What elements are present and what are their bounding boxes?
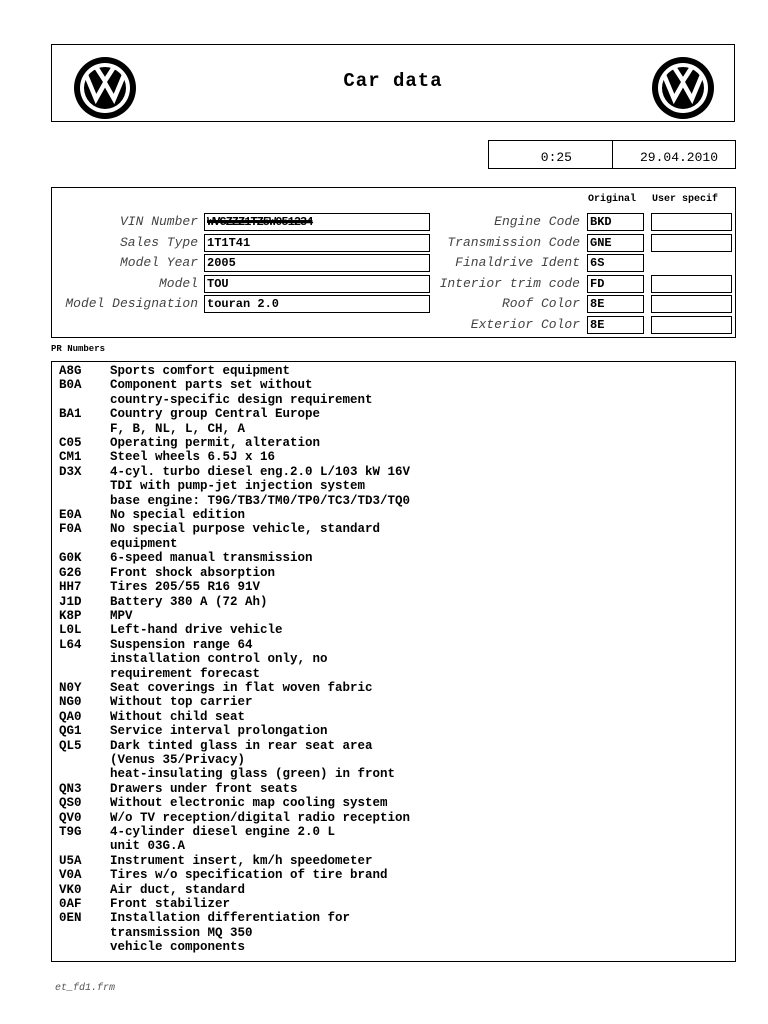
pr-code: QG1 [59, 724, 82, 739]
pr-code [52, 767, 110, 781]
pr-list-item [52, 580, 735, 594]
finaldrive-ident-label: Finaldrive Ident [455, 255, 580, 270]
vehicle-data-form [51, 187, 736, 338]
pr-list-item [52, 782, 735, 796]
pr-list-item [52, 479, 735, 493]
pr-description: Dark tinted glass in rear seat area [110, 738, 373, 753]
pr-description: No special purpose vehicle, standard [110, 522, 381, 537]
pr-list-item [52, 537, 735, 551]
pr-list-item [52, 623, 735, 637]
pr-list-item [52, 710, 735, 724]
pr-list-item [52, 854, 735, 868]
pr-description: 4-cylinder diesel engine 2.0 L [110, 825, 336, 839]
pr-code [52, 494, 110, 508]
model-label: Model [158, 276, 198, 291]
pr-code: J1D [59, 594, 82, 609]
model-year-field[interactable]: 2005 [204, 254, 430, 272]
pr-numbers-list [51, 361, 736, 962]
pr-description: Tires 205/55 R16 91V [110, 580, 261, 595]
pr-numbers-heading: PR Numbers [51, 344, 106, 354]
engine-code-user-field[interactable] [651, 213, 732, 231]
pr-code: E0A [59, 508, 82, 523]
pr-description: TDI with pump-jet injection system [110, 479, 366, 494]
pr-list-item [52, 897, 735, 911]
pr-list-item [52, 508, 735, 522]
pr-list-item [52, 883, 735, 897]
date-value: 29.04.2010 [639, 150, 718, 165]
pr-code [52, 537, 110, 551]
pr-list-item [52, 767, 735, 781]
pr-list-item [52, 465, 735, 479]
pr-code [52, 753, 110, 767]
pr-code [52, 839, 110, 853]
header-box [51, 44, 735, 122]
pr-code: QS0 [59, 796, 82, 811]
pr-code: G0K [59, 551, 82, 566]
finaldrive-ident-field[interactable]: 6S [587, 254, 644, 272]
sales-type-field[interactable]: 1T1T41 [204, 234, 430, 252]
model-designation-label: Model Designation [65, 296, 198, 311]
pr-code [52, 479, 110, 493]
pr-list-item [52, 724, 735, 738]
pr-description: Front shock absorption [110, 565, 276, 580]
pr-code: A8G [59, 364, 82, 378]
pr-list-item [52, 940, 735, 954]
timestamp-box [488, 140, 736, 169]
pr-code: U5A [59, 853, 82, 868]
pr-description: Without top carrier [110, 695, 253, 710]
pr-description: Instrument insert, km/h speedometer [110, 853, 373, 868]
pr-description: transmission MQ 350 [110, 925, 253, 940]
pr-list-item [52, 609, 735, 623]
roof-color-field[interactable]: 8E [587, 295, 644, 313]
pr-description: Battery 380 A (72 Ah) [110, 594, 268, 609]
model-field[interactable]: TOU [204, 275, 430, 293]
pr-description: requirement forecast [110, 666, 261, 681]
pr-code [52, 940, 110, 954]
pr-code [52, 926, 110, 940]
pr-description: 6-speed manual transmission [110, 551, 313, 566]
pr-code: L0L [59, 623, 82, 638]
pr-code: N0Y [59, 680, 82, 695]
pr-code: 0EN [59, 911, 82, 926]
model-year-label: Model Year [119, 255, 198, 270]
pr-description: Air duct, standard [110, 882, 246, 897]
exterior-color-label: Exterior Color [470, 317, 580, 332]
pr-description: Without child seat [110, 709, 246, 724]
pr-code: QA0 [59, 709, 82, 724]
pr-list-item [52, 364, 735, 378]
pr-description: No special edition [110, 508, 246, 523]
pr-description: MPV [110, 608, 133, 623]
pr-description: vehicle components [110, 940, 246, 955]
pr-description: (Venus 35/Privacy) [110, 752, 246, 767]
vin-number-field[interactable]: WVGZZZ1TZ5W051234 [204, 213, 430, 231]
pr-code: QN3 [59, 781, 82, 796]
form-file-name: et_fd1.frm [55, 983, 116, 994]
pr-description: Operating permit, alteration [110, 436, 321, 451]
pr-description: Service interval prolongation [110, 724, 328, 739]
vw-logo-icon [650, 55, 716, 121]
pr-list-item [52, 681, 735, 695]
pr-description: installation control only, no [110, 652, 328, 667]
pr-list-item [52, 695, 735, 709]
pr-description: F, B, NL, L, CH, A [110, 421, 246, 436]
column-header-original: Original [588, 194, 637, 205]
pr-code: D3X [59, 464, 82, 479]
pr-list-item [52, 494, 735, 508]
pr-description: Component parts set without [110, 378, 313, 393]
transmission-code-field[interactable]: GNE [587, 234, 644, 252]
page-title: Car data [343, 70, 443, 92]
pr-list-item [52, 422, 735, 436]
pr-list-item [52, 796, 735, 810]
pr-list-item [52, 393, 735, 407]
pr-description: base engine: T9G/TB3/TM0/TP0/TC3/TD3/TQ0 [110, 493, 411, 508]
pr-list-item [52, 652, 735, 666]
pr-code: CM1 [59, 450, 82, 465]
pr-code: C05 [59, 436, 82, 451]
pr-code [52, 652, 110, 666]
pr-code: QL5 [59, 738, 82, 753]
pr-description: Without electronic map cooling system [110, 796, 388, 811]
pr-code: B0A [59, 378, 82, 393]
pr-list-item [52, 926, 735, 940]
pr-list-item [52, 911, 735, 925]
sales-type-label: Sales Type [119, 235, 198, 250]
pr-code: L64 [59, 637, 82, 652]
pr-code [52, 667, 110, 681]
model-designation-field[interactable]: touran 2.0 [204, 295, 430, 313]
pr-description: Steel wheels 6.5J x 16 [110, 450, 276, 465]
transmission-code-user-field[interactable] [651, 234, 732, 252]
roof-color-user-field[interactable] [651, 295, 732, 313]
pr-description: country-specific design requirement [110, 392, 373, 407]
engine-code-label: Engine Code [494, 214, 580, 229]
pr-description: heat-insulating glass (green) in front [110, 767, 396, 782]
pr-list-item [52, 825, 735, 839]
pr-description: Seat coverings in flat woven fabric [110, 680, 373, 695]
pr-list-item [52, 407, 735, 421]
pr-code: HH7 [59, 580, 82, 595]
interior-trim-code-field[interactable]: FD [587, 275, 644, 293]
pr-list-item [52, 811, 735, 825]
interior-trim-code-label: Interior trim code [439, 276, 580, 291]
time-value: 0:25 [489, 141, 613, 168]
pr-code [52, 422, 110, 436]
exterior-color-field[interactable]: 8E [587, 316, 644, 334]
pr-list-item [52, 753, 735, 767]
pr-code: T9G [59, 825, 82, 839]
interior-trim-code-user-field[interactable] [651, 275, 732, 293]
pr-code [52, 393, 110, 407]
vin-number-label: VIN Number [119, 214, 198, 229]
pr-list-item [52, 551, 735, 565]
exterior-color-user-field[interactable] [651, 316, 732, 334]
pr-list-item [52, 667, 735, 681]
pr-list-item [52, 595, 735, 609]
pr-description: Left-hand drive vehicle [110, 623, 283, 638]
engine-code-field[interactable]: BKD [587, 213, 644, 231]
pr-list-item [52, 739, 735, 753]
pr-description: equipment [110, 536, 178, 551]
pr-description: unit 03G.A [110, 839, 186, 854]
pr-description: Country group Central Europe [110, 407, 321, 422]
pr-code: G26 [59, 565, 82, 580]
pr-code: BA1 [59, 407, 82, 422]
pr-list-item [52, 839, 735, 853]
pr-description: Suspension range 64 [110, 637, 253, 652]
pr-code: 0AF [59, 897, 82, 912]
pr-code: F0A [59, 522, 82, 537]
pr-list-item [52, 638, 735, 652]
pr-list-item [52, 522, 735, 536]
pr-description: Drawers under front seats [110, 781, 298, 796]
transmission-code-label: Transmission Code [447, 235, 580, 250]
pr-description: Front stabilizer [110, 897, 231, 912]
pr-description: 4-cyl. turbo diesel eng.2.0 L/103 kW 16V [110, 464, 411, 479]
column-header-user-specif: User specif [652, 194, 719, 205]
pr-list-item [52, 868, 735, 882]
pr-code: QV0 [59, 810, 82, 825]
pr-description: Sports comfort equipment [110, 364, 291, 378]
pr-code: V0A [59, 868, 82, 883]
pr-list-item [52, 378, 735, 392]
pr-list-item [52, 566, 735, 580]
pr-description: Installation differentiation for [110, 911, 351, 926]
pr-description: Tires w/o specification of tire brand [110, 868, 388, 883]
pr-list-item [52, 436, 735, 450]
pr-description: W/o TV reception/digital radio reception [110, 810, 411, 825]
pr-code: NG0 [59, 695, 82, 710]
roof-color-label: Roof Color [501, 296, 580, 311]
pr-code: K8P [59, 608, 82, 623]
pr-code: VK0 [59, 882, 82, 897]
pr-list-item [52, 450, 735, 464]
